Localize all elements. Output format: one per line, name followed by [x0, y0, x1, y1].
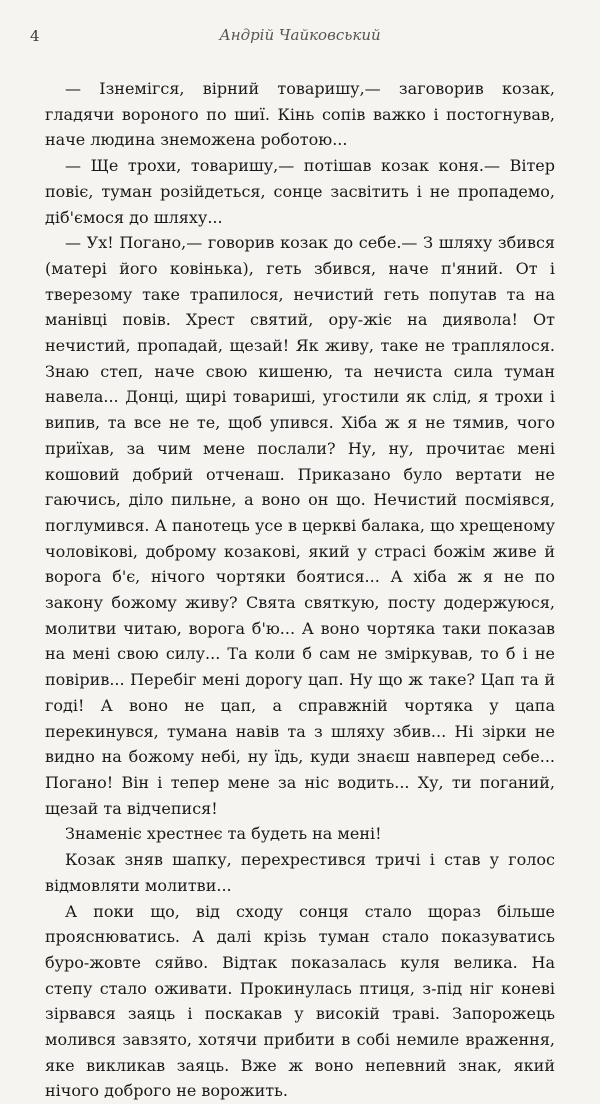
paragraph: Козак зняв шапку, перехрестився тричі і став у голос відмовляти молитви...: [45, 847, 555, 898]
paragraph: — Ще трохи, товаришу,— потішав козак коня.— Вітер повіє, туман розійдеться, сонце засвітить і не пропадемо, діб'ємося до шляху...: [45, 153, 555, 230]
paragraph: А поки що, від сходу сонця стало щораз більше прояснюватись. А далі крізь туман стало показуватись буро-жовте сяйво. Відтак показалась куля велика. На степу стало оживати. Прокинулась птиця, з-під ніг коневі зірвався заяць і поскакав у високій траві. Запорожець молився завзято, хотячи прибити в собі немиле враження, яке викликав заяць. Вже ж воно непевний знак, який нічого доброго не ворожить.: [45, 899, 555, 1104]
body-text: [45, 76, 555, 1104]
page-number: 4: [30, 27, 40, 45]
paragraph: — Ізнемігся, вірний товаришу,— заговорив козак, гладячи вороного по шиї. Кінь сопів важко і постогнував, наче людина знеможена роботою...: [45, 76, 555, 153]
running-header-author: Андрій Чайковський: [0, 26, 600, 44]
paragraph: — Ух! Погано,— говорив козак до себе.— З шляху збився (матері його ковінька), геть збився, наче п'яний. От і тверезому таке трапилося, нечистий геть попутав та на манівці повів. Хрест святий, ору-жіє на диявола! От нечистий, пропадай, щезай! Як живу, таке не траплялося. Знаю степ, наче свою кишеню, та нечиста сила туман навела... Донці, щирі товариші, угостили як слід, я трохи і випив, та все не те, щоб упився. Хіба ж я не тямив, чого приїхав, за чим мене послали? Ну, ну, прочитає мені кошовий добрий отченаш. Приказано було вертати не гаючись, діло пильне, а воно он що. Нечистий посміявся, поглумився. А панотець усе в церкві балака, що хрещеному чоловікові, доброму козакові, який у страсі божім живе й ворога б'є, нічого чортяки боятися... А хіба ж я не по закону божому живу? Свята святкую, посту додержуюся, молитви читаю, ворога б'ю... А воно чортяка таки показав на мені свою силу... Та коли б сам не зміркував, то б і не повірив... Перебіг мені дорогу цап. Ну що ж таке? Цап та й годі! А воно не цап, а справжній чортяка у цапа перекинувся, тумана навів та з шляху збив... Ні зірки не видно на божому небі, ну їдь, куди знаєш навперед себе... Погано! Він і тепер мене за ніс водить... Ху, ти поганий, щезай та відчепися!: [45, 230, 555, 821]
paragraph: Знаменіє хрестнеє та будеть на мені!: [45, 821, 555, 847]
